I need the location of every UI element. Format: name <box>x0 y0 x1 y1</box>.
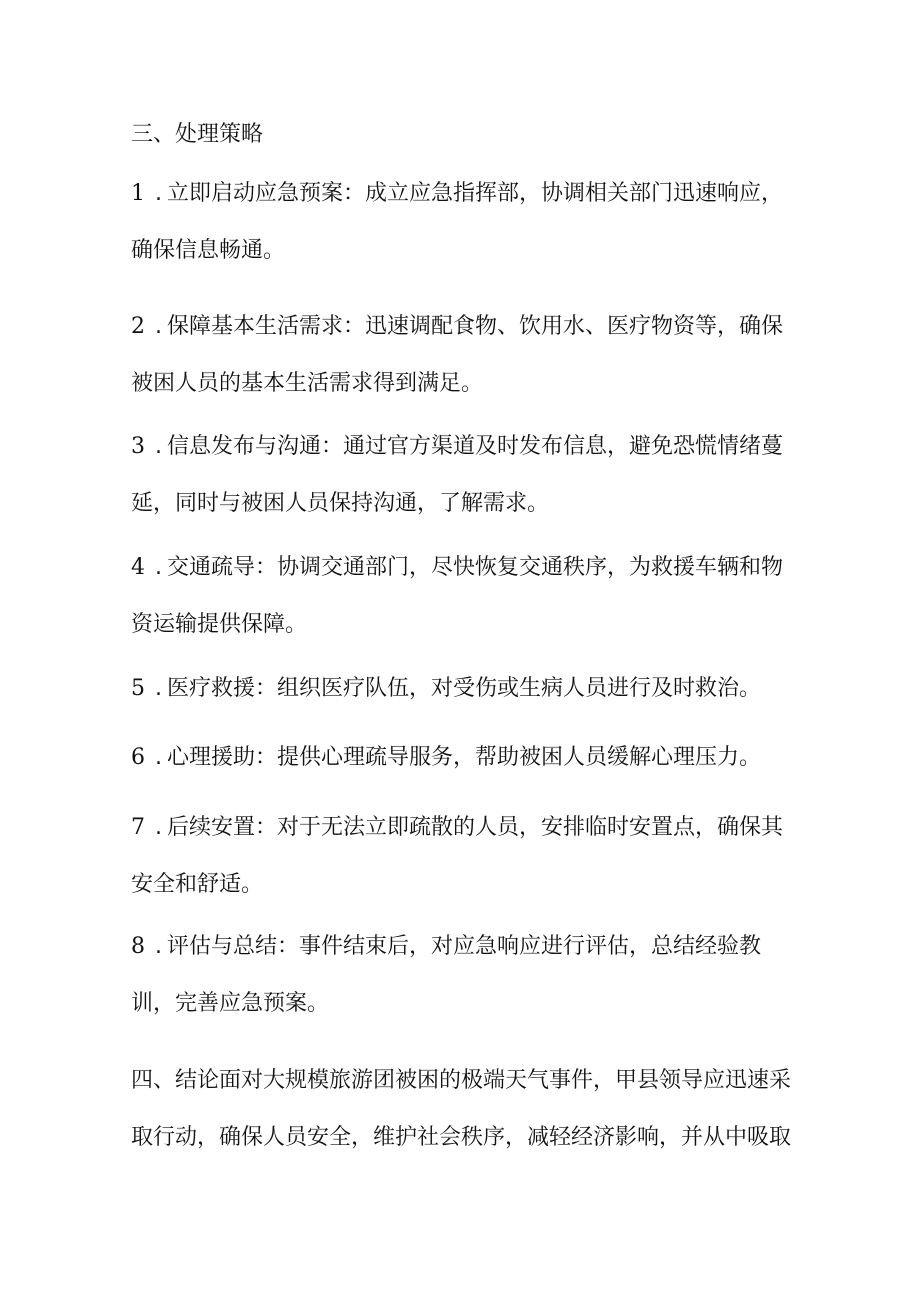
list-item-3-separator: . <box>155 434 162 459</box>
list-item-4 <box>131 539 791 653</box>
list-item-6-text-1: 心理援助：提供心理疏导服务，帮助被困人员缓解心理压力。 <box>167 745 762 770</box>
list-item-7 <box>131 799 791 913</box>
list-item-3 <box>131 418 791 532</box>
list-item-8-line-1 <box>131 918 791 975</box>
list-item-2 <box>131 298 791 412</box>
conclusion-line-1: 四、结论面对大规模旅游团被困的极端天气事件，甲县领导应迅速采 <box>131 1068 792 1093</box>
list-item-6-separator: . <box>155 745 162 770</box>
list-item-5-number: 5 <box>131 676 145 701</box>
list-item-8-line-2: 训，完善应急预案。 <box>131 991 330 1016</box>
list-item-3-line-1 <box>131 418 791 475</box>
list-item-1-number: 1 <box>131 181 145 206</box>
list-item-5-line-1 <box>131 660 791 717</box>
list-item-1-text-1: 立即启动应急预案：成立应急指挥部，协调相关部门迅速响应， <box>167 181 784 206</box>
list-item-7-text-1: 后续安置：对于无法立即疏散的人员，安排临时安置点，确保其 <box>167 815 784 840</box>
list-item-5-separator: . <box>155 676 162 701</box>
list-item-8-number: 8 <box>131 934 145 959</box>
list-item-3-number: 3 <box>131 434 145 459</box>
list-item-4-line-1 <box>131 539 791 596</box>
list-item-6-number: 6 <box>131 745 145 770</box>
list-item-7-line-1 <box>131 799 791 856</box>
conclusion-paragraph <box>131 1052 791 1166</box>
section-heading: 三、处理策略 <box>131 122 264 147</box>
list-item-4-separator: . <box>155 555 162 580</box>
list-item-8-text-1: 评估与总结：事件结束后，对应急响应进行评估，总结经验教 <box>167 934 762 959</box>
conclusion-line-2: 取行动，确保人员安全，维护社会秩序，减轻经济影响，并从中吸取 <box>131 1125 792 1150</box>
list-item-1 <box>131 165 791 279</box>
list-item-6 <box>131 729 791 786</box>
list-item-4-number: 4 <box>131 555 145 580</box>
list-item-2-text-1: 保障基本生活需求：迅速调配食物、饮用水、医疗物资等，确保 <box>167 314 784 339</box>
list-item-2-separator: . <box>155 314 162 339</box>
list-item-7-number: 7 <box>131 815 145 840</box>
list-item-2-number: 2 <box>131 314 145 339</box>
list-item-7-separator: . <box>155 815 162 840</box>
list-item-8-separator: . <box>155 934 162 959</box>
list-item-1-line-1 <box>131 165 791 222</box>
list-item-4-text-1: 交通疏导：协调交通部门，尽快恢复交通秩序，为救援车辆和物 <box>167 555 784 580</box>
list-item-1-separator: . <box>155 181 162 206</box>
list-item-3-text-1: 信息发布与沟通：通过官方渠道及时发布信息，避免恐慌情绪蔓 <box>167 434 784 459</box>
list-item-5 <box>131 660 791 717</box>
list-item-2-line-2: 被困人员的基本生活需求得到满足。 <box>131 371 484 396</box>
list-item-5-text-1: 医疗救援：组织医疗队伍，对受伤或生病人员进行及时救治。 <box>167 676 762 701</box>
list-item-2-line-1 <box>131 298 791 355</box>
list-item-7-line-2: 安全和舒适。 <box>131 872 264 897</box>
list-item-8 <box>131 918 791 1032</box>
list-item-1-line-2: 确保信息畅通。 <box>131 238 286 263</box>
list-item-3-line-2: 延，同时与被困人员保持沟通，了解需求。 <box>131 491 550 516</box>
list-item-6-line-1 <box>131 729 791 786</box>
list-item-4-line-2: 资运输提供保障。 <box>131 612 308 637</box>
